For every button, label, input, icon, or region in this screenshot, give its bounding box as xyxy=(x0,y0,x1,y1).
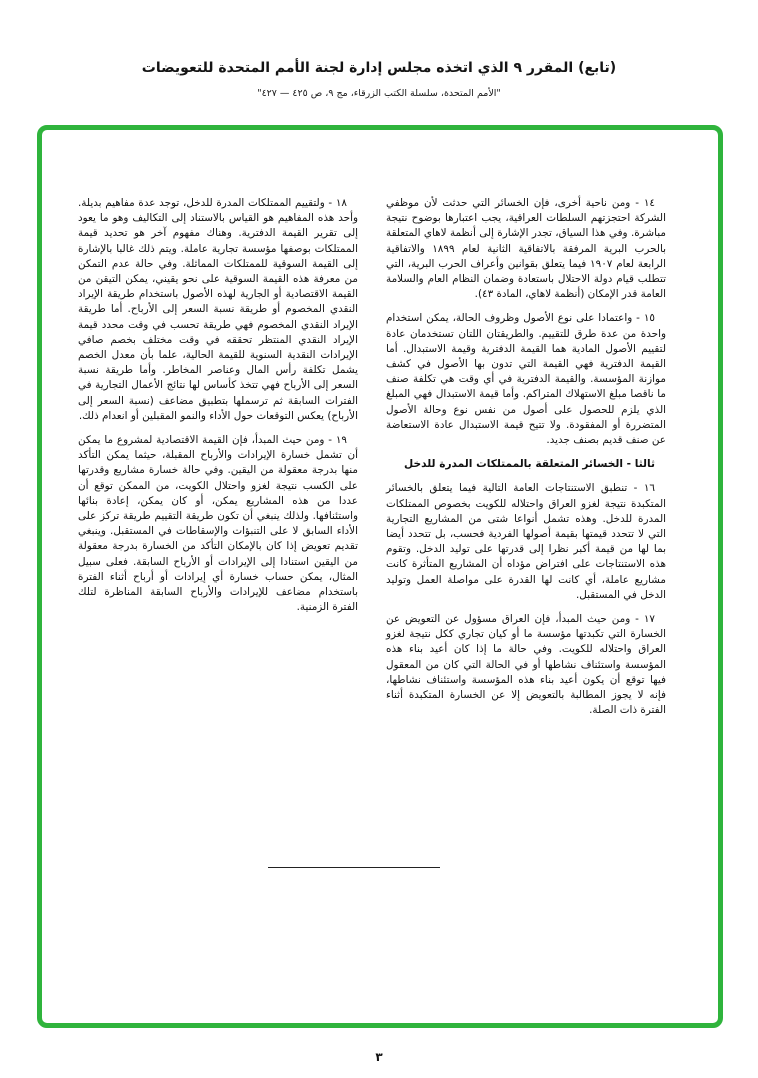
two-column-text-area xyxy=(78,196,666,728)
green-border-frame xyxy=(37,125,723,1028)
section-heading-third: ثالثا - الخسائر المتعلقة بالممتلكات المدرة للدخل xyxy=(404,458,655,471)
horizontal-divider xyxy=(268,867,440,868)
page-number: ٣ xyxy=(375,1050,383,1064)
paragraph-17: ١٧ - ومن حيث المبدأ، فإن العراق مسؤول عن التعويض عن الخسارة التي تكبدتها مؤسسة ما أو كيان تجاري ككل نتيجة لغزو العراق واحتلاله للكويت. وفي حالة ما إذا كان أعيد بناء هذه المؤسسة واستئناف نشاطها أو في الحالة التي كان من المعقول فيها توقع أن يكون أعيد بناء هذه المؤسسة واستئناف نشاطها، فإنه لا يجوز المطالبة بالتعويض إلا عن الخسارة المتكبدة أثناء الفترة ذات الصلة. xyxy=(386,613,666,717)
page-title: (تابع) المقرر ٩ الذي اتخذه مجلس إدارة لجنة الأمم المتحدة للتعويضات xyxy=(141,60,617,76)
document-source-line: "الأمم المتحدة، سلسلة الكتب الزرقاء، مج ٩، ص ٤٢٥ — ٤٢٧" xyxy=(257,88,501,99)
paragraph-14: ١٤ - ومن ناحية أخرى، فإن الخسائر التي حدثت لأن موظفي الشركة احتجزتهم السلطات العراقية، يجب اعتبارها بوضوح نتيجة مباشرة. وفي هذا السياق، تجدر الإشارة إلى أنظمة لاهاي المتعلقة بالحرب البرية المرفقة بالاتفاقية الثانية لعام ١٨٩٩ والاتفاقية الرابعة لعام ١٩٠٧ فيما يتعلق بقوانين وأعراف الحرب البرية، التي تتطلب قيام دولة الاحتلال باستعادة وضمان النظام العام والسلامة العامة قدر الإمكان (أنظمة لاهاي، المادة ٤٣). xyxy=(386,197,667,301)
left-column xyxy=(78,196,358,728)
paragraph-15: ١٥ - واعتمادا على نوع الأصول وظروف الحالة، يمكن استخدام واحدة من عدة طرق للتقييم. والطريقتان اللتان تستخدمان عادة لتقييم الأصول المادية هما القيمة الدفترية وقيمة الاستبدال. أما القيمة الدفترية فهي القيمة التي تدون بها الأصول في كشف موازنة المؤسسة. والقيمة الدفترية في أي وقت هي تكلفة صنف ما ناقصا مبلغ الاستهلاك المتراكم. وأما قيمة الاستبدال فهي المبلغ الذي يلزم للحصول على أصول من نفس نوع وحالة الأصول المتضررة أو المفقودة. ولا تتيح قيمة الاستبدال عادة الاستعاضة عن صنف قديم بصنف جديد. xyxy=(386,312,666,447)
paragraph-19: ١٩ - ومن حيث المبدأ، فإن القيمة الاقتصادية لمشروع ما يمكن أن تشمل خسارة الإيرادات والأرباح المقبلة، حيثما يمكن التأكد منها بدرجة معقولة من اليقين. وفي حالة خسارة مشاريع وقدرتها على الكسب نتيجة لغزو واحتلال الكويت، من الممكن توقع أن عددا من هذه المشاريع يمكن، أو كان يمكن، إعادة بنائها واستئنافها. ولذلك ينبغي أن تكون طريقة التقييم طريقة تركز على الأداء السابق لا على التنبؤات والإسقاطات في المستقبل. وينبغي تقديم تعويض إذا كان بالإمكان التأكد من الخسارة بدرجة معقولة من اليقين استنادا إلى الإيرادات أو الأرباح السابقة. فعلى سبيل المثال، يمكن حساب خسارة أي إيرادات أو أرباح أثناء الفترة باستخدام مضاعف للإيرادات والأرباح السابقة المناظرة لتلك الفترة الزمنية. xyxy=(78,434,358,614)
paragraph-16: ١٦ - تنطبق الاستنتاجات العامة التالية فيما يتعلق بالخسائر المتكبدة نتيجة لغزو العراق واحتلاله للكويت بخصوص الممتلكات المدرة للدخل. وهذه تشمل أنواعا شتى من المشاريع التجارية التي لا تتحدد قيمتها بقيمة أصولها الفردية فحسب، بل تتحدد أيضا بما لها من قيمة أكبر نظرا إلى قدرتها على توليد الدخل. وتقوم هذه الاستنتاجات على افتراض مؤداه أن المشاريع المتأثرة كانت مشاريع عاملة، أي كانت لها القدرة على مواصلة العمل وتوليد الدخل في المستقبل. xyxy=(386,482,666,601)
right-column xyxy=(386,196,666,728)
paragraph-18: ١٨ - ولتقييم الممتلكات المدرة للدخل، توجد عدة مفاهيم بديلة. وأحد هذه المفاهيم هو القياس بالاستناد إلى التكاليف وهو ما يعود إلى تقرير القيمة الدفترية. وهناك مفهوم آخر هو تحديد قيمة الممتلكات بوصفها مؤسسة تجارية عاملة. ويتم ذلك غالبا بالإشارة إلى القيمة السوقية للممتلكات المماثلة. وفي حالة عدم التمكن من معرفة هذه القيمة السوقية على نحو يقيني، يمكن التيقن من القيمة الاقتصادية أو الجارية لهذه الأصول باستخدام طريقة الإيراد النقدي المخصوم أو طريقة نسبة السعر إلى الأرباح. أما طريقة الإيراد النقدي المخصوم فهي طريقة تحسب في وقت محدد قيمة الإيراد النقدي المنتظر تحققه في وقت مختلف بخصم صافي الإيرادات النقدية السنوية للقيمة الحالية، علما بأن معدل الخصم يشمل تكلفة رأس المال وعناصر المخاطر. وأما طريقة نسبة السعر إلى الأرباح فهي تتخذ كأساس لها نتائج الأعمال التجارية في الفترات السابقة ثم ترسملها بتطبيق مضاعف (نسبة السعر إلى الأرباح) يعكس التوقعات حول الأداء والنمو المقبلين أو انعدام ذلك. xyxy=(78,197,358,422)
